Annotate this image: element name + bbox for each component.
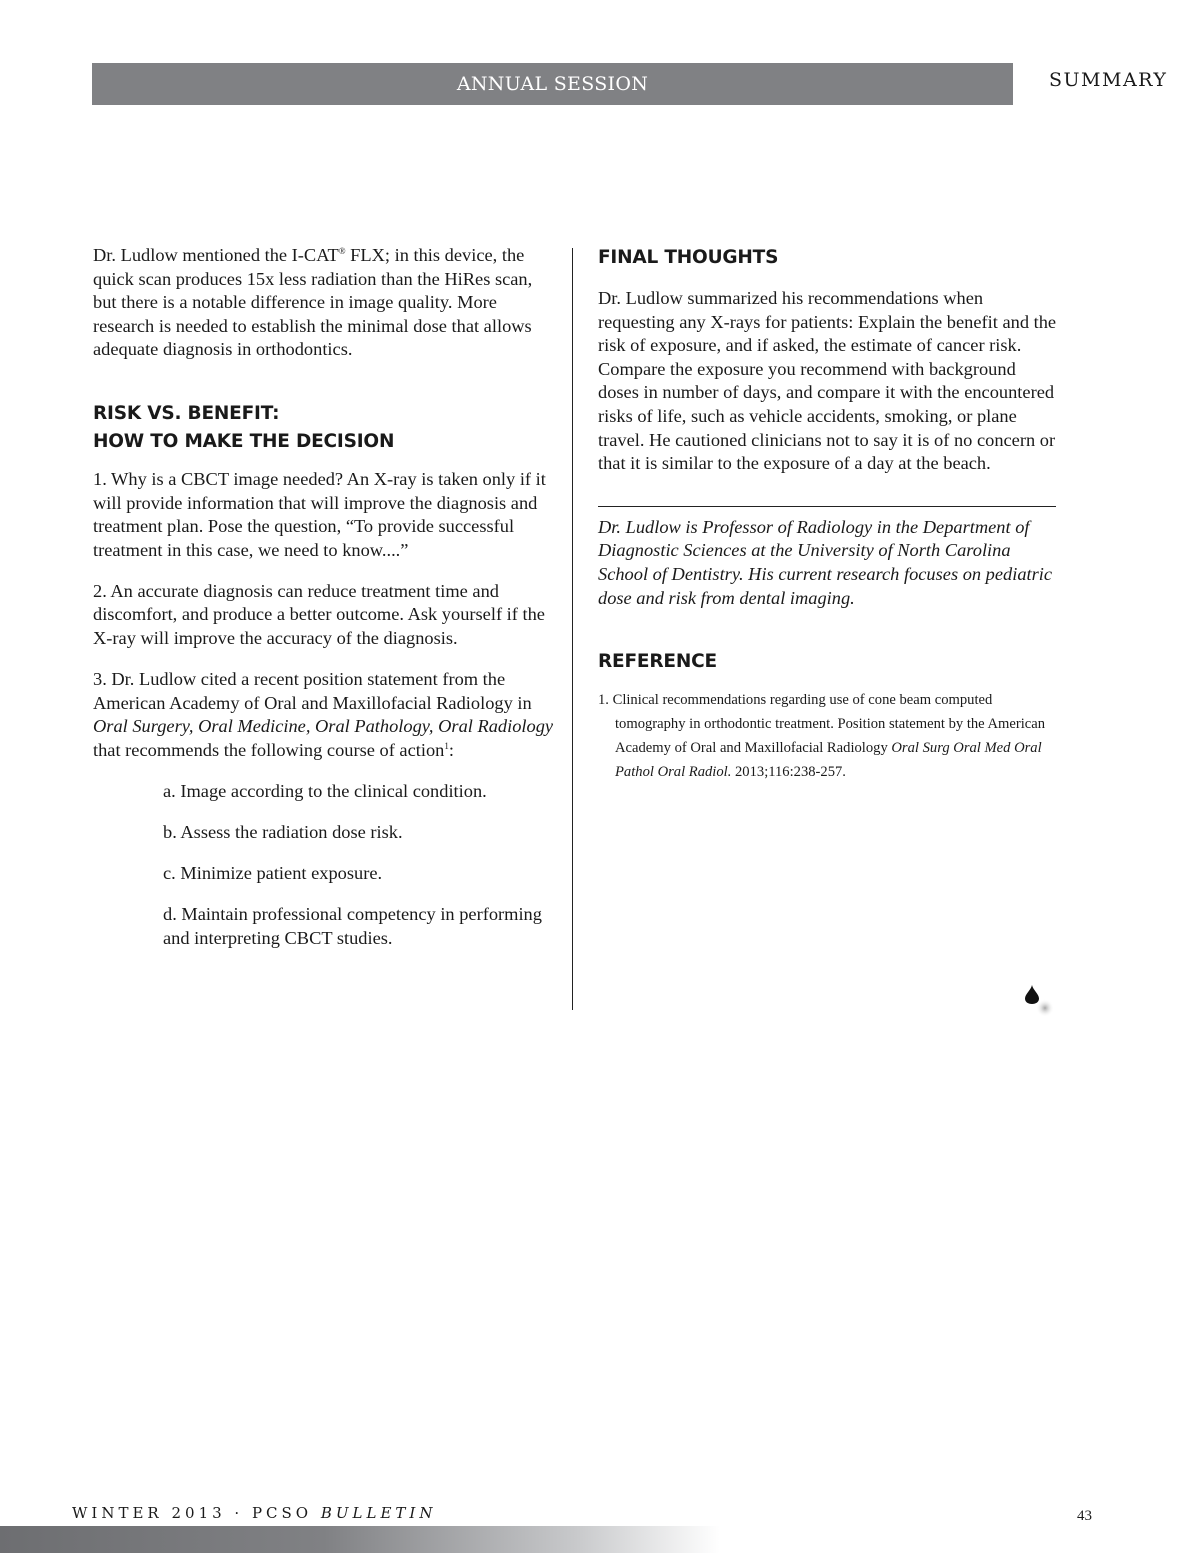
issue-label: WINTER 2013 · PCSO BULLETIN [72, 1504, 437, 1522]
list-item: b. Assess the radiation dose risk. [163, 822, 403, 843]
recommendation-list [93, 780, 555, 950]
footer-bar [0, 1526, 720, 1553]
right-column [598, 244, 1060, 784]
reference-item: 1. Clinical recommendations regarding use of cone beam computed tomography in orthodontic treatment. Position statement by the American Academy of Oral and Maxillofacial Radiology Oral Surg Oral Med Oral Pathol Oral Radiol. 2013;116:238-257. [598, 692, 1046, 780]
registered-mark: ® [338, 245, 346, 256]
journal-name: Oral Surgery, Oral Medicine, Oral Pathology, Oral Radiology [93, 716, 554, 737]
final-thoughts-heading: FINAL THOUGHTS [598, 247, 779, 268]
drop-icon [1024, 984, 1054, 1020]
final-thoughts-paragraph: Dr. Ludlow summarized his recommendations when requesting any X-rays for patients: Explain the benefit and the risk of exposure, and if asked, the estimate of cancer risk. Compare the exposure you recommend with background doses in number of days, and compare it with the encountered risks of life, such as vehicle accidents, smoking, or plane travel. He cautioned clinicians not to say it is of no concern or that it is similar to the exposure of a day at the beach. [598, 288, 1057, 474]
section-header-bar [92, 63, 1013, 105]
left-column [93, 244, 555, 968]
point-1: 1. Why is a CBCT image needed? An X-ray is taken only if it will provide information that will improve the diagnosis and treatment plan. Pose the question, “To provide successful treatment in this case, we need to know....” [93, 468, 546, 560]
footnote-marker: 1 [444, 740, 449, 751]
risk-benefit-heading: RISK VS. BENEFIT: HOW TO MAKE THE DECISION [93, 402, 395, 452]
column-divider [572, 248, 573, 1010]
point-3: 3. Dr. Ludlow cited a recent position statement from the American Academy of Oral and Maxillofacial Radiology in Oral Surgery, Oral Medicine, Oral Pathology, Oral Radiology that recommends the following course of action$^1$: [93, 669, 554, 760]
page-number: 43 [1077, 1508, 1092, 1524]
reference-heading: REFERENCE [598, 651, 717, 673]
summary-label: SUMMARY [1049, 69, 1168, 91]
list-item: d. Maintain professional competency in performing and interpreting CBCT studies. [163, 904, 542, 948]
list-item: a. Image according to the clinical condition. [163, 781, 487, 801]
reference-journal: Oral Surg Oral Med Oral Pathol Oral Radiol. [615, 739, 1042, 780]
bio-divider [598, 506, 1056, 507]
point-2: 2. An accurate diagnosis can reduce treatment time and discomfort, and produce a better outcome. Ask yourself if the X-ray will improve the accuracy of the diagnosis. [93, 580, 545, 649]
publication-name: BULLETIN [320, 1504, 437, 1522]
intro-paragraph: Dr. Ludlow mentioned the I-CAT® FLX; in this device, the quick scan produces 15x less radiation than the HiRes scan, but there is a notable difference in image quality. More research is needed to establish the minimal dose that allows adequate diagnosis in orthodontics. [93, 245, 533, 360]
author-bio: Dr. Ludlow is Professor of Radiology in the Department of Diagnostic Sciences at the University of North Carolina School of Dentistry. His current research focuses on pediatric dose and risk from dental imaging. [598, 516, 1053, 608]
section-title: ANNUAL SESSION [456, 73, 649, 95]
list-item: c. Minimize patient exposure. [163, 863, 383, 884]
